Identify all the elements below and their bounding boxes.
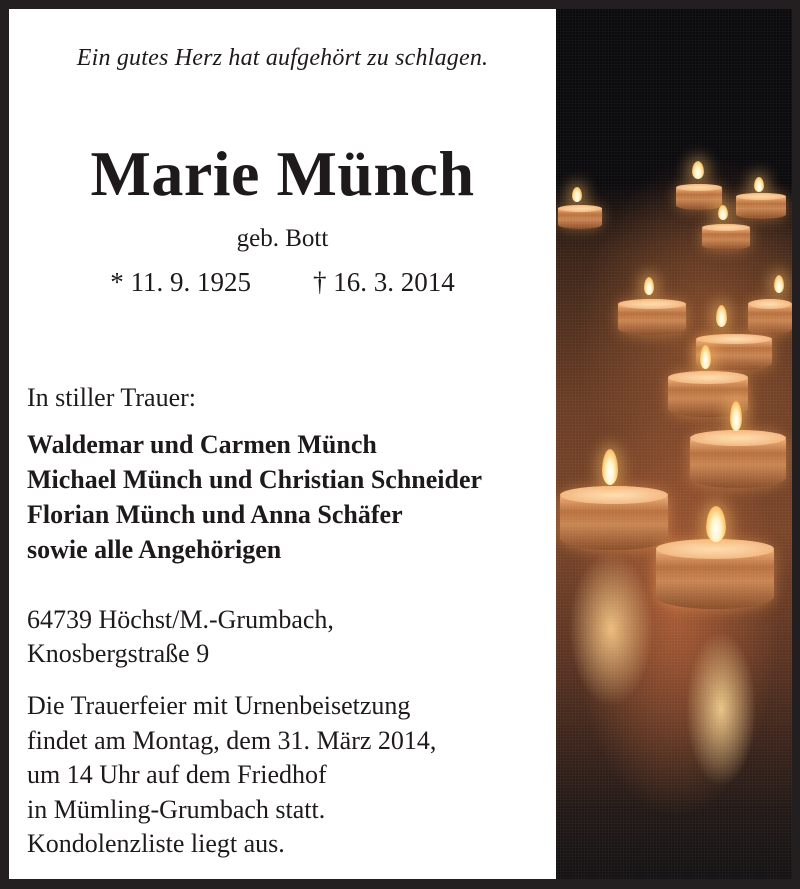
ceremony-line: Kondolenzliste liegt aus. — [27, 829, 285, 858]
address-line: 64739 Höchst/M.-Grumbach, — [27, 605, 334, 634]
death-date: † 16. 3. 2014 — [313, 267, 455, 297]
deceased-name: Marie Münch — [90, 138, 475, 209]
ceremony-line: um 14 Uhr auf dem Friedhof — [27, 760, 327, 789]
obituary-text-panel — [9, 9, 556, 879]
ceremony-line: Die Trauerfeier mit Urnenbeisetzung — [27, 691, 411, 720]
candle — [558, 205, 602, 229]
candle — [676, 184, 722, 210]
flame-icon — [716, 305, 727, 327]
candle — [618, 299, 686, 335]
flame-icon — [706, 506, 726, 542]
flame-icon — [754, 177, 764, 192]
family-list — [27, 427, 482, 567]
ceremony-line: in Mümling-Grumbach statt. — [27, 794, 326, 824]
candle — [690, 430, 786, 488]
candle — [702, 224, 750, 250]
address — [27, 603, 334, 671]
flame-icon — [700, 345, 711, 369]
family-line: Waldemar und Carmen Münch — [27, 430, 377, 459]
candle — [656, 539, 774, 609]
mourning-label: In stiller Trauer: — [27, 383, 196, 412]
family-line: sowie alle Angehörigen — [27, 535, 282, 564]
ceremony-info — [27, 689, 436, 862]
family-line: Michael Münch und Christian Schneider — [27, 465, 483, 494]
candle — [736, 193, 786, 219]
candle — [560, 486, 668, 550]
maiden-name: geb. Bott — [236, 225, 329, 252]
address-line: Knosbergstraße 9 — [27, 639, 210, 668]
birth-date: * 11. 9. 1925 — [110, 267, 251, 297]
flame-icon — [602, 449, 618, 485]
flame-icon — [644, 277, 654, 295]
candles-photo — [556, 9, 792, 879]
candle — [748, 299, 792, 335]
family-line: Florian Münch und Anna Schäfer — [27, 500, 403, 529]
flame-icon — [774, 275, 784, 293]
flame-icon — [692, 161, 704, 179]
motto: Ein gutes Herz hat aufgehört zu schlagen. — [76, 45, 489, 71]
ceremony-line: findet am Montag, dem 31. März 2014, — [27, 725, 437, 755]
life-dates — [9, 267, 556, 298]
flame-icon — [572, 187, 582, 202]
flame-icon — [718, 205, 728, 220]
flame-icon — [730, 401, 742, 431]
